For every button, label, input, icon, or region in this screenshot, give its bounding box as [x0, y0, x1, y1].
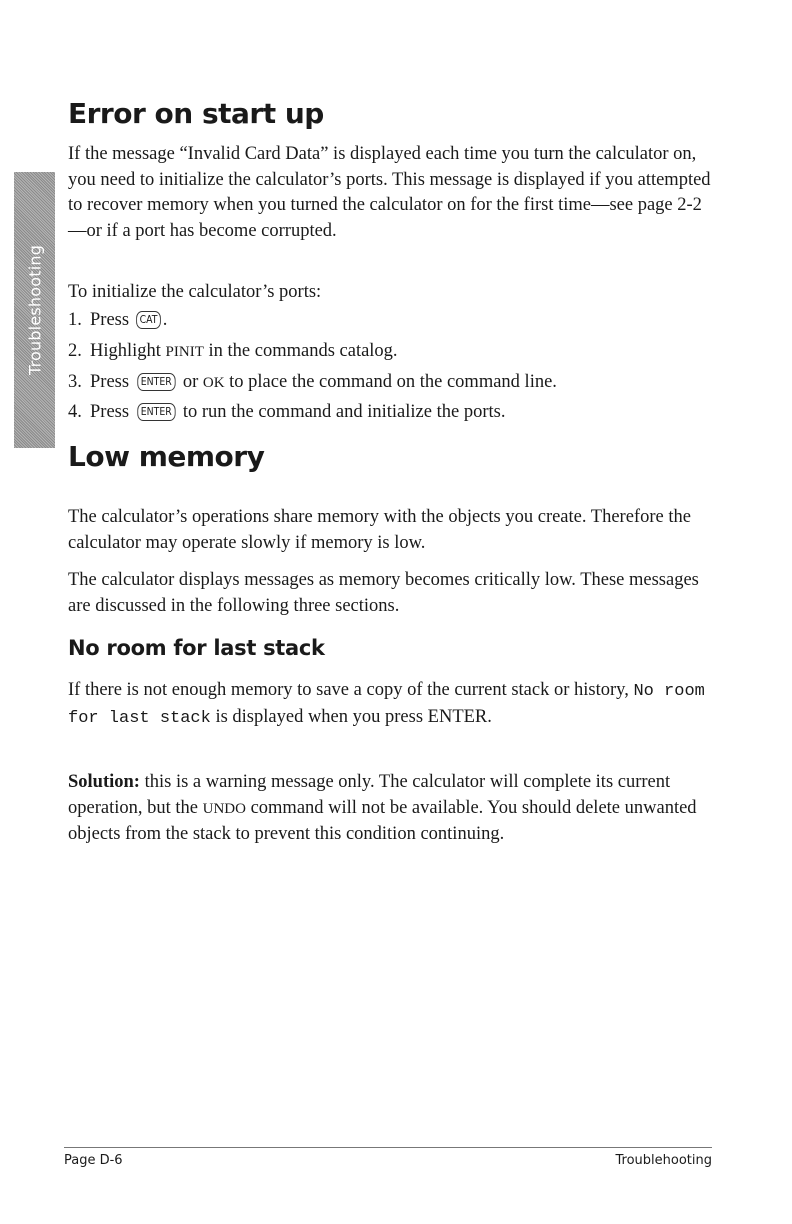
enter-key-icon: ENTER: [137, 373, 175, 391]
paragraph-low-memory-1: The calculator’s operations share memory with the objects you create. Therefore the calculator may operate slowly if memory is low.: [68, 507, 691, 553]
paragraph-intro: If the message “Invalid Card Data” is displayed each time you turn the calculator on, you need to initialize the calculator’s ports. This message is displayed if you attempted to recover memory when you turned the calculator on for the first time—see page 2-2—or if a port has become corrupted.: [68, 144, 711, 241]
step-text: Press: [90, 310, 134, 330]
heading-no-room-for-last-stack: No room for last stack: [68, 636, 325, 660]
text: If there is not enough memory to save a copy of the current stack or history,: [68, 680, 634, 700]
paragraph-low-memory-2: The calculator displays messages as memory becomes critically low. These messages are discussed in the following three sections.: [68, 570, 699, 616]
text: this is a warning message only. The calculator will complete its current operation, but the: [68, 772, 671, 818]
step-text: Highlight: [90, 341, 166, 361]
step-text: .: [162, 310, 168, 330]
step-2: [68, 339, 398, 365]
paragraph-no-room: [68, 678, 716, 731]
command-name: PINIT: [165, 344, 204, 360]
footer-divider: [64, 1147, 712, 1148]
side-tab-label: Troubleshooting: [25, 244, 44, 376]
step-text: in the commands catalog.: [203, 341, 398, 361]
enter-key-icon: ENTER: [137, 403, 175, 421]
step-3: [68, 370, 557, 396]
command-name: OK: [202, 375, 225, 391]
step-text: or: [178, 372, 203, 392]
solution-label: Solution:: [68, 772, 140, 792]
cat-key-icon: CAT: [136, 311, 161, 329]
heading-low-memory: Low memory: [68, 440, 265, 473]
step-number: 3.: [68, 372, 82, 392]
step-text: Press: [90, 372, 134, 392]
step-1: [68, 308, 167, 333]
step-text: Press: [90, 402, 134, 422]
footer-page-number: Page D-6: [64, 1153, 123, 1168]
footer-section-name: Troublehooting: [615, 1153, 712, 1168]
step-number: 2.: [68, 341, 82, 361]
text: is displayed when you press ENTER.: [210, 706, 492, 727]
command-name: UNDO: [202, 800, 246, 817]
error-message-code: No room for last stack: [68, 682, 705, 728]
paragraph-solution: [68, 770, 716, 848]
step-text: to run the command and initialize the ports.: [178, 402, 506, 422]
step-number: 4.: [68, 402, 82, 422]
paragraph-steps-intro: To initialize the calculator’s ports:: [68, 282, 322, 302]
step-4: [68, 400, 505, 425]
text: command will not be available. You should delete unwanted objects from the stack to prevent this condition continuing.: [68, 797, 697, 844]
section-side-tab: [14, 172, 55, 448]
step-text: to place the command on the command line.: [224, 372, 557, 392]
step-number: 1.: [68, 310, 82, 330]
heading-error-on-start-up: Error on start up: [68, 97, 324, 130]
